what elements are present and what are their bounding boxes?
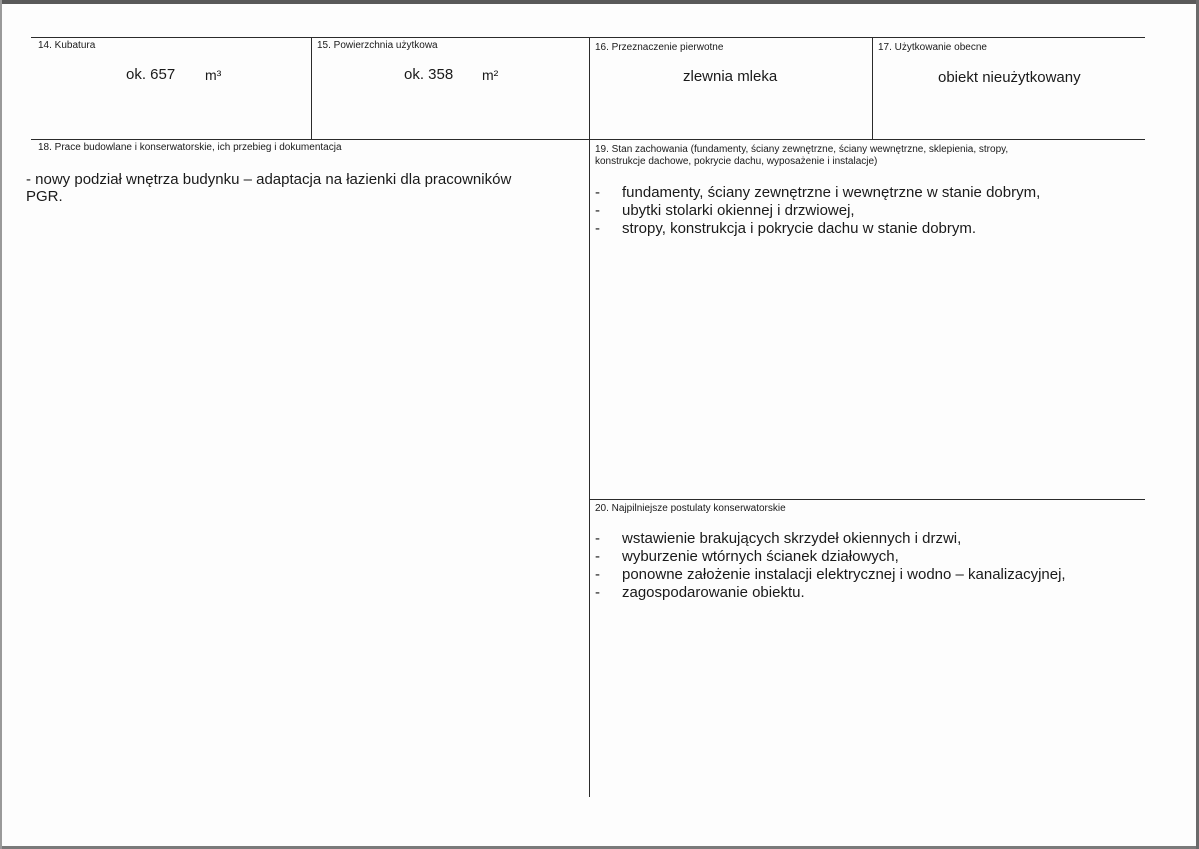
field-14-value: ok. 657 bbox=[126, 66, 176, 83]
dash-marker: - bbox=[595, 530, 600, 547]
list-item bbox=[595, 548, 1066, 566]
col-rule-14-15 bbox=[311, 37, 312, 140]
list-item-text: fundamenty, ściany zewnętrzne i wewnętrzne w stanie dobrym, bbox=[622, 184, 1041, 201]
list-item bbox=[595, 566, 1066, 584]
field-18-text-line1: - nowy podział wnętrza budynku – adaptacja na łazienki dla pracowników bbox=[26, 171, 512, 188]
list-item-text: wyburzenie wtórnych ścianek działowych, bbox=[622, 548, 899, 565]
field-15-value: ok. 358 bbox=[404, 66, 454, 83]
col-rule-16-17 bbox=[872, 37, 873, 140]
field-15-label: 15. Powierzchnia użytkowa bbox=[317, 40, 438, 51]
list-item-text: ubytki stolarki okiennej i drzwiowej, bbox=[622, 202, 855, 219]
scan-edge-top bbox=[0, 0, 1199, 4]
field-19-label-line2: konstrukcje dachowe, pokrycie dachu, wyposażenie i instalacje) bbox=[595, 156, 878, 167]
dash-marker: - bbox=[595, 548, 600, 565]
field-20-list bbox=[595, 530, 1066, 602]
field-17-value: obiekt nieużytkowany bbox=[938, 69, 1081, 86]
dash-marker: - bbox=[595, 202, 600, 219]
field-17-label: 17. Użytkowanie obecne bbox=[878, 42, 987, 53]
row-rule-20 bbox=[589, 499, 1145, 500]
field-15-unit: m² bbox=[482, 67, 499, 83]
dash-marker: - bbox=[595, 184, 600, 201]
list-item bbox=[595, 202, 1040, 220]
col-rule-15-16 bbox=[589, 37, 590, 797]
list-item-text: zagospodarowanie obiektu. bbox=[622, 584, 805, 601]
row-rule-middle bbox=[31, 139, 1145, 140]
dash-marker: - bbox=[595, 584, 600, 601]
list-item-text: ponowne założenie instalacji elektrycznej i wodno – kanalizacyjnej, bbox=[622, 566, 1066, 583]
dash-marker: - bbox=[595, 566, 600, 583]
list-item bbox=[595, 584, 1066, 602]
list-item bbox=[595, 220, 1040, 238]
row-rule-top bbox=[31, 37, 1145, 38]
list-item-text: wstawienie brakujących skrzydeł okiennych i drzwi, bbox=[622, 530, 962, 547]
field-16-value: zlewnia mleka bbox=[683, 68, 778, 85]
list-item-text: stropy, konstrukcja i pokrycie dachu w stanie dobrym. bbox=[622, 220, 977, 237]
scan-edge-left bbox=[0, 0, 2, 849]
field-18-label: 18. Prace budowlane i konserwatorskie, ich przebieg i dokumentacja bbox=[38, 142, 342, 153]
dash-marker: - bbox=[595, 220, 600, 237]
field-20-label: 20. Najpilniejsze postulaty konserwatorskie bbox=[595, 503, 786, 514]
field-16-label: 16. Przeznaczenie pierwotne bbox=[595, 42, 724, 53]
field-18-text-line2: PGR. bbox=[26, 188, 63, 205]
list-item bbox=[595, 530, 1066, 548]
list-item bbox=[595, 184, 1040, 202]
field-19-list bbox=[595, 184, 1040, 238]
field-14-unit: m³ bbox=[205, 67, 222, 83]
field-19-label-line1: 19. Stan zachowania (fundamenty, ściany zewnętrzne, ściany wewnętrzne, sklepienia, stropy, bbox=[595, 144, 1009, 155]
field-14-label: 14. Kubatura bbox=[38, 40, 96, 51]
